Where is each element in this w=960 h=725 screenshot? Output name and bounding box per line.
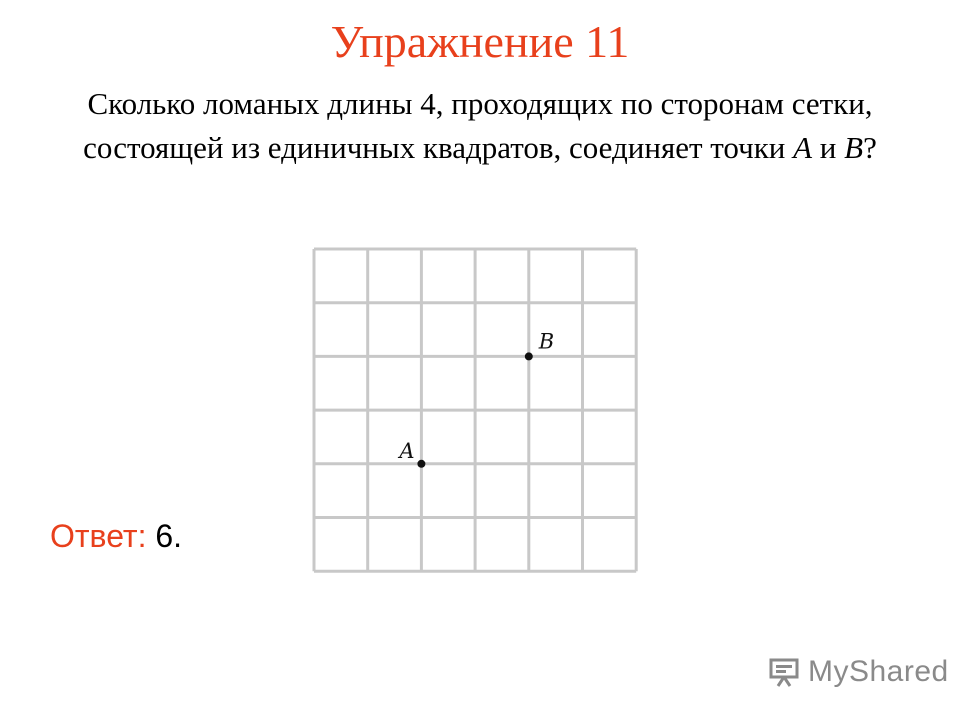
answer-label: Ответ: bbox=[50, 518, 147, 554]
question-point-a: A bbox=[793, 130, 813, 165]
answer bbox=[50, 516, 182, 556]
question-part1: Сколько ломаных длины 4, проходящих по сторонам сетки, состоящей из единичных квадратов, соединяет точки bbox=[83, 86, 873, 165]
question-conj: и bbox=[812, 130, 845, 165]
point-a-dot bbox=[417, 460, 425, 468]
point-a-label: A bbox=[399, 438, 415, 463]
point-b-dot bbox=[525, 352, 533, 360]
presentation-icon bbox=[768, 655, 802, 689]
question-end: ? bbox=[863, 130, 877, 165]
slide-title: Упражнение 11 bbox=[330, 16, 630, 67]
answer-value: 6. bbox=[155, 518, 183, 554]
point-b-label: B bbox=[538, 329, 555, 354]
question-point-b: B bbox=[844, 130, 864, 165]
logo-text: MyShared bbox=[808, 655, 949, 688]
myshared-logo bbox=[768, 652, 949, 692]
